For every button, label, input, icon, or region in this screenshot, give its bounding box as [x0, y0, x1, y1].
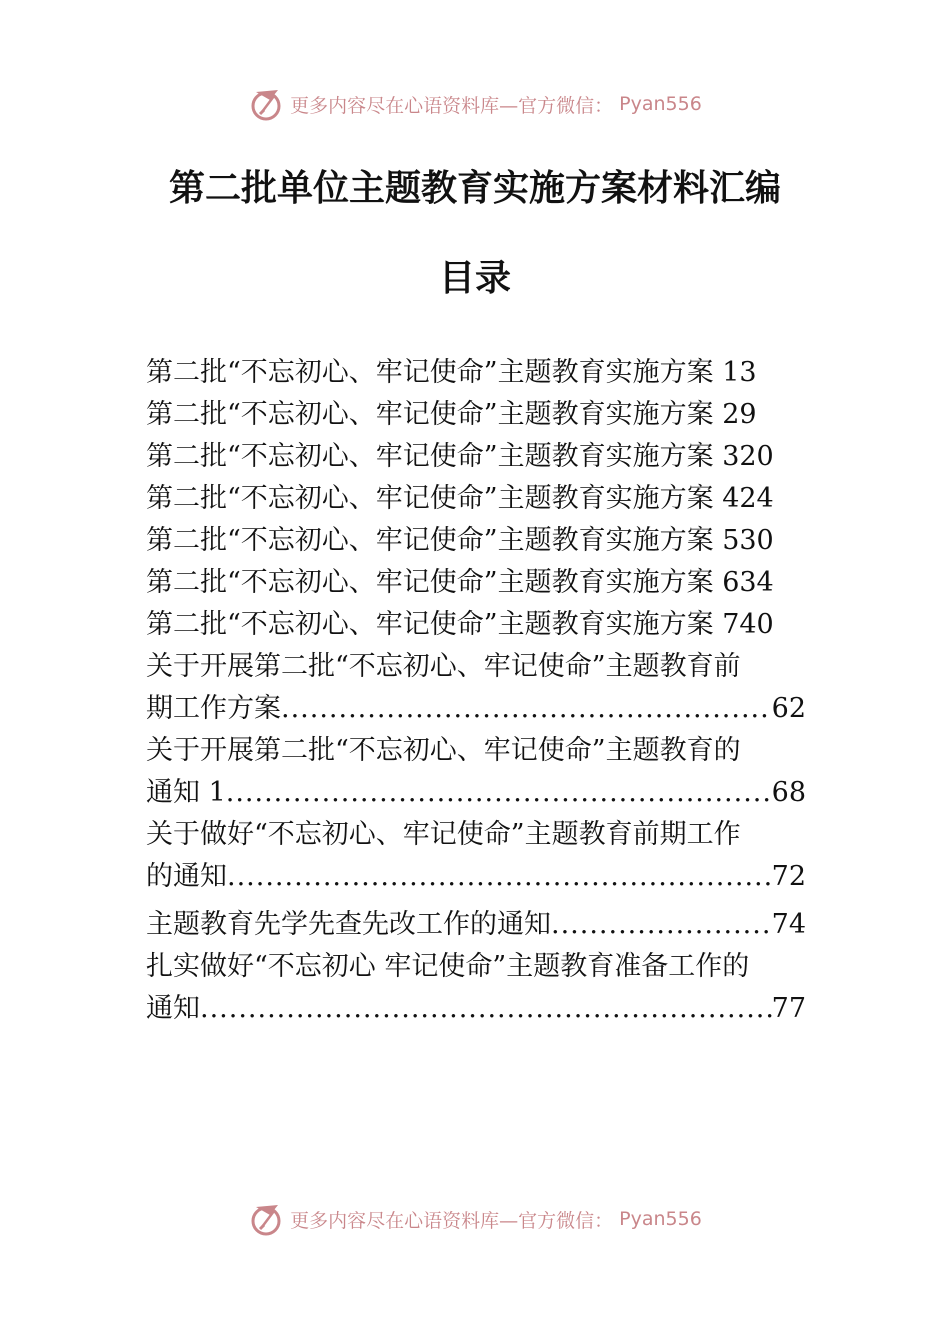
- banner-wechat-id: Pyan556: [619, 93, 702, 115]
- quill-logo-icon: [248, 1201, 284, 1237]
- toc-heading: 目录: [438, 257, 511, 299]
- toc-entry-text: 期工作方案: [146, 693, 281, 724]
- toc-entry-line1[interactable]: 扎实做好“不忘初心 牢记使命”主题教育准备工作的: [146, 951, 750, 982]
- toc-entry-text: 主题教育先学先查先改工作的通知: [146, 909, 551, 940]
- toc-item[interactable]: 第二批“不忘初心、牢记使命”主题教育实施方案 29: [146, 399, 757, 430]
- toc-leader-dots: [281, 688, 772, 730]
- toc-leader-dots: [551, 904, 772, 946]
- toc-entry-single[interactable]: [146, 904, 806, 946]
- toc-entry-text: 通知 1: [146, 777, 226, 808]
- toc-leader-dots: [227, 856, 772, 898]
- toc-entry-line2[interactable]: [146, 772, 806, 814]
- toc-page-number: 72: [771, 861, 806, 892]
- toc-item[interactable]: 第二批“不忘初心、牢记使命”主题教育实施方案 530: [146, 525, 774, 556]
- banner-text: 更多内容尽在心语资料库—官方微信：: [290, 1209, 614, 1232]
- toc-entry-text: 的通知: [146, 861, 227, 892]
- footer-banner: [0, 1201, 950, 1237]
- toc-leader-dots: [226, 772, 772, 814]
- toc-entry-line1[interactable]: 关于开展第二批“不忘初心、牢记使命”主题教育前: [146, 651, 741, 682]
- toc-page-number: 68: [771, 777, 806, 808]
- toc-leader-dots: [200, 988, 772, 1030]
- banner-wechat-id: Pyan556: [619, 1208, 702, 1230]
- toc-entry-text: 通知: [146, 993, 200, 1024]
- toc-page-number: 74: [771, 909, 806, 940]
- toc-entry-line1[interactable]: 关于开展第二批“不忘初心、牢记使命”主题教育的: [146, 735, 741, 766]
- toc-item[interactable]: 第二批“不忘初心、牢记使命”主题教育实施方案 740: [146, 609, 774, 640]
- document-title: 第二批单位主题教育实施方案材料汇编: [168, 167, 781, 209]
- toc-page-number: 77: [771, 993, 806, 1024]
- toc-item[interactable]: 第二批“不忘初心、牢记使命”主题教育实施方案 13: [146, 357, 757, 388]
- banner-text: 更多内容尽在心语资料库—官方微信：: [290, 94, 614, 117]
- toc-page-number: 62: [771, 693, 806, 724]
- toc-entry-line2[interactable]: [146, 988, 806, 1030]
- toc-entry-line2[interactable]: [146, 688, 806, 730]
- toc-item[interactable]: 第二批“不忘初心、牢记使命”主题教育实施方案 424: [146, 483, 774, 514]
- toc-item[interactable]: 第二批“不忘初心、牢记使命”主题教育实施方案 634: [146, 567, 774, 598]
- toc-item[interactable]: 第二批“不忘初心、牢记使命”主题教育实施方案 320: [146, 441, 774, 472]
- header-banner: [0, 86, 950, 122]
- quill-logo-icon: [248, 86, 284, 122]
- table-of-contents: [146, 352, 846, 1030]
- toc-entry-line2[interactable]: [146, 856, 806, 898]
- toc-entry-line1[interactable]: 关于做好“不忘初心、牢记使命”主题教育前期工作: [146, 819, 741, 850]
